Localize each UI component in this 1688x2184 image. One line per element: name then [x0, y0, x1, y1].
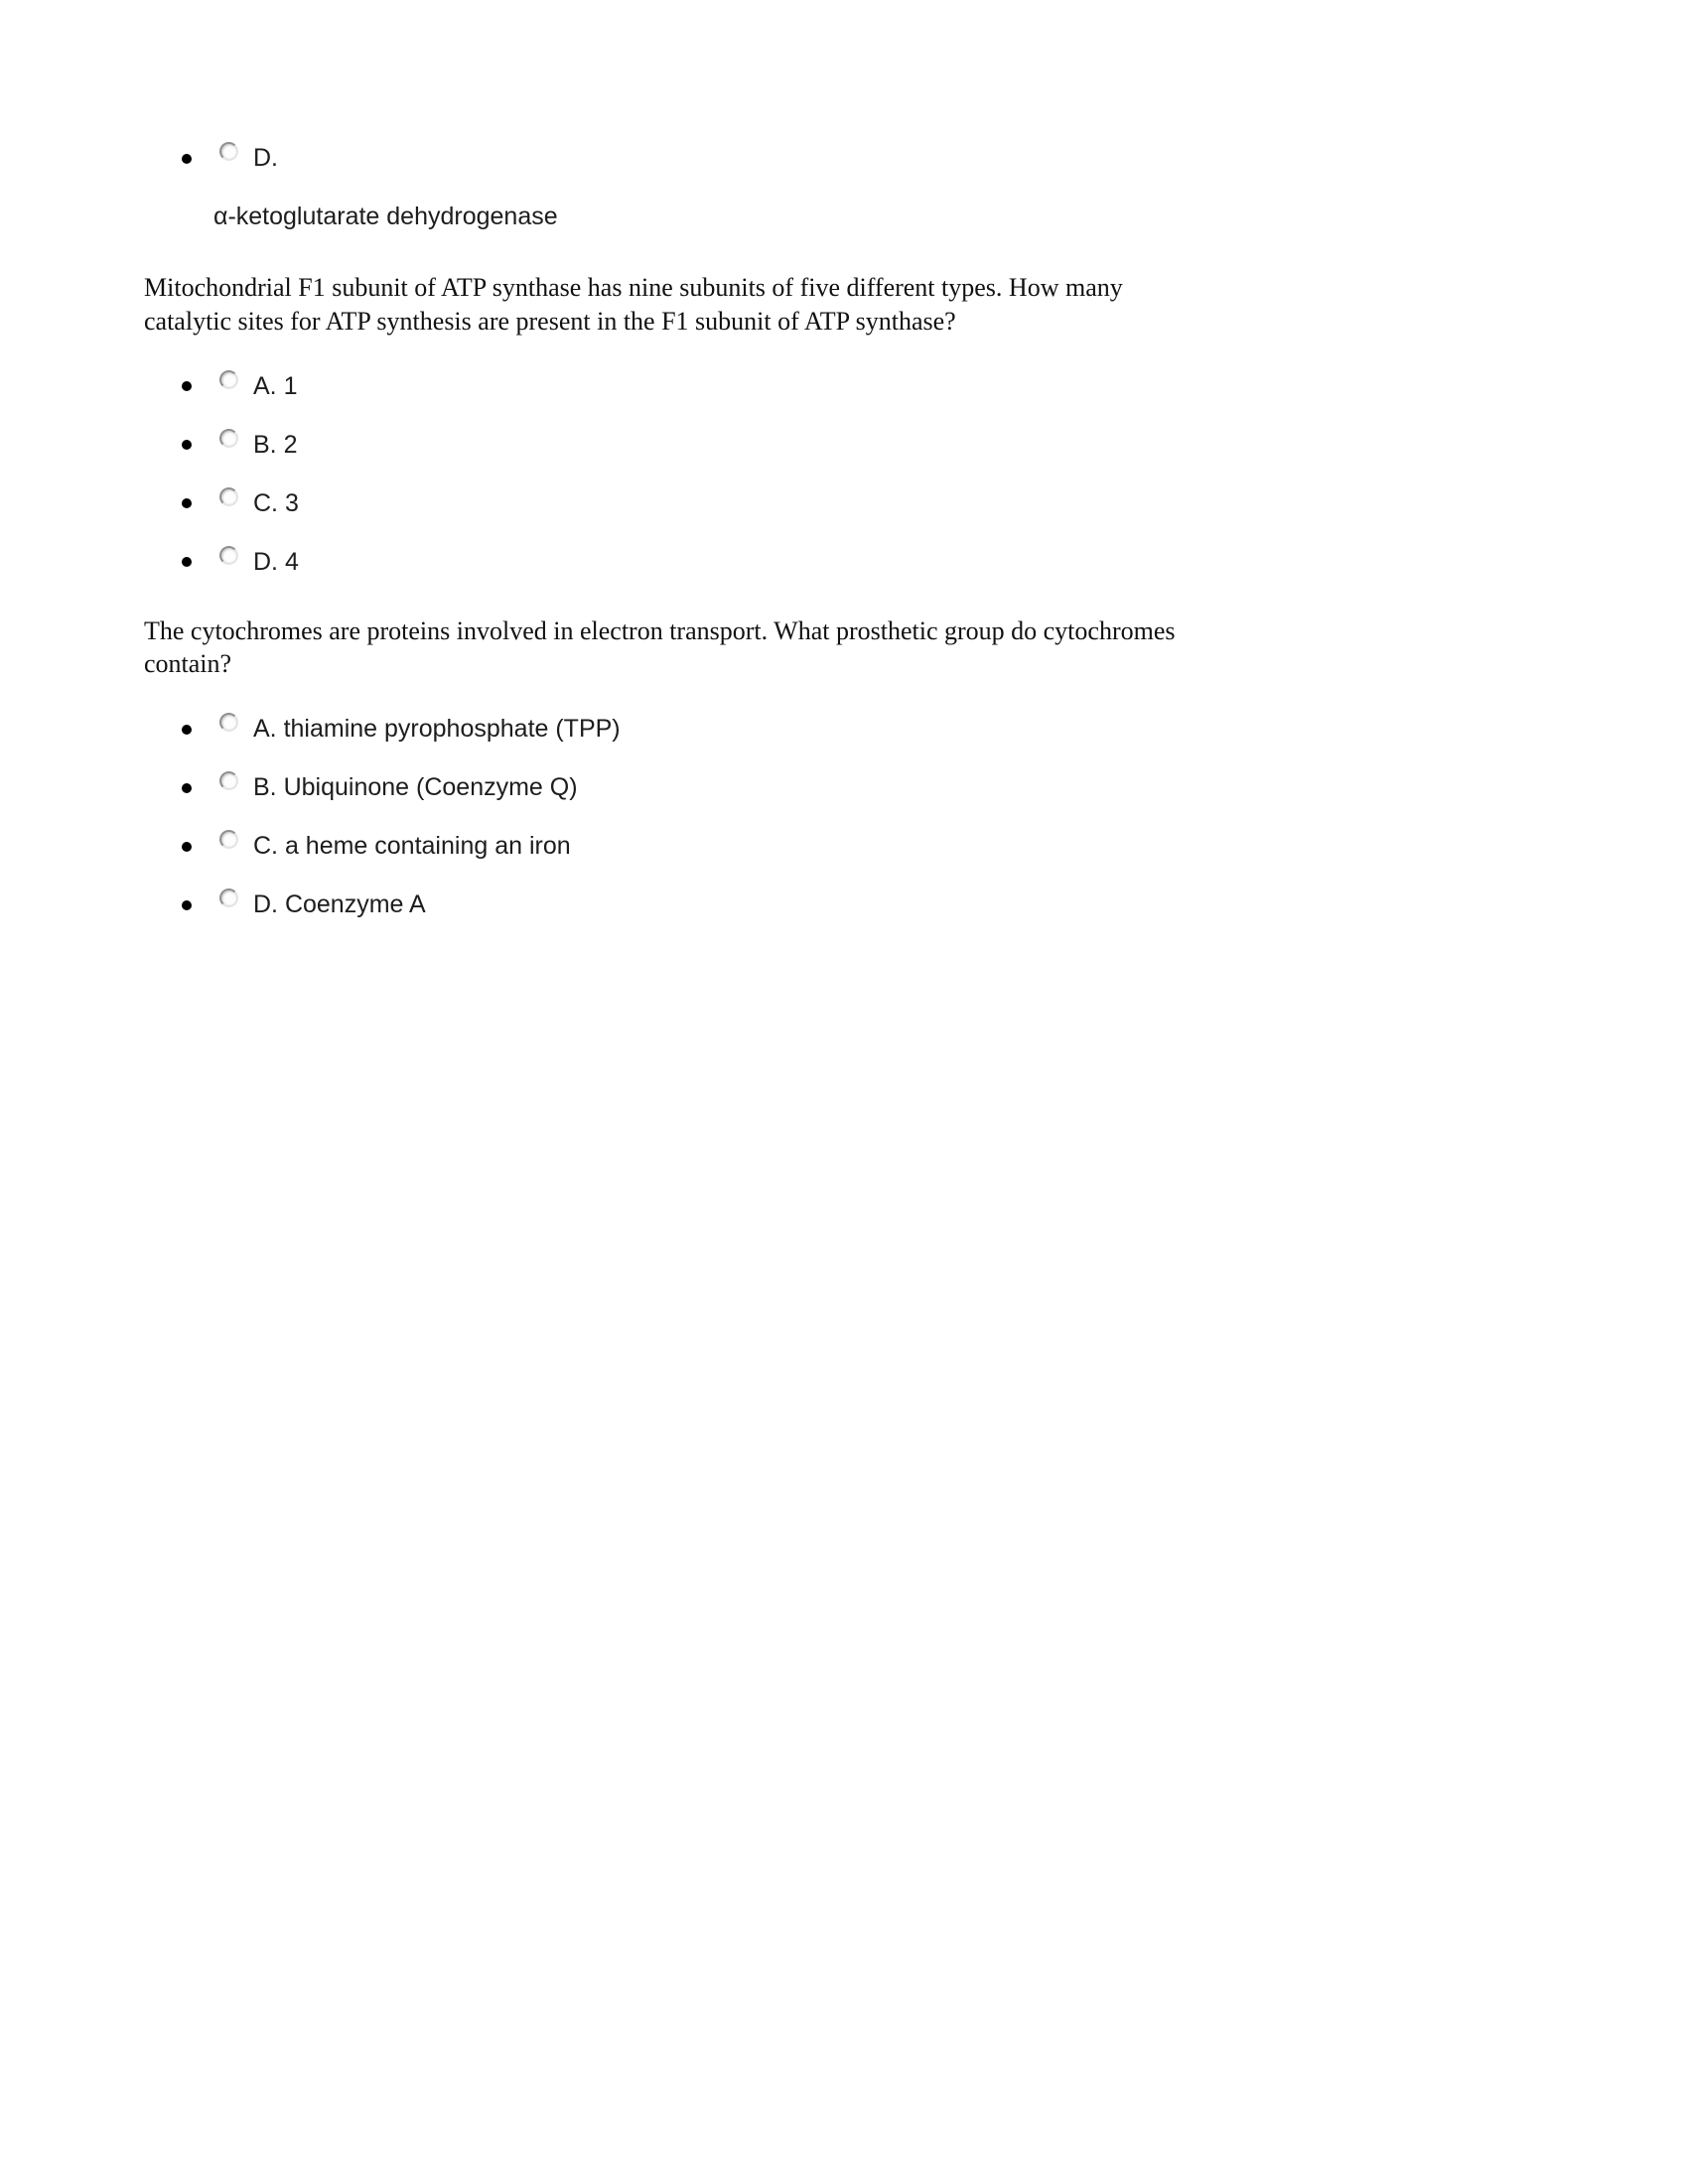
radio-button-q2-b[interactable]: [219, 771, 238, 790]
bullet-icon: [182, 440, 192, 450]
option-label: D.: [253, 144, 278, 172]
option-row-carryover-d: [144, 144, 1569, 173]
option-label: C. a heme containing an iron: [253, 832, 571, 861]
radio-button-q2-c[interactable]: [219, 830, 238, 849]
option-row-q2-b: [144, 773, 1569, 802]
bullet-icon: [182, 498, 192, 508]
carryover-option-list: [144, 144, 1569, 173]
bullet-icon: [182, 842, 192, 852]
option-label: B. 2: [253, 430, 298, 459]
option-row-q2-d: [144, 890, 1569, 919]
question-1-options: [144, 372, 1569, 577]
option-label: D. 4: [253, 547, 299, 576]
option-label: C. 3: [253, 488, 299, 517]
radio-button-q1-b[interactable]: [219, 429, 238, 448]
radio-button-q1-d[interactable]: [219, 546, 238, 565]
radio-button-q1-a[interactable]: [219, 370, 238, 389]
option-label: A. thiamine pyrophosphate (TPP): [253, 715, 621, 744]
bullet-icon: [182, 381, 192, 391]
option-row-q1-c: [144, 489, 1569, 518]
radio-button-q2-a[interactable]: [219, 713, 238, 732]
bullet-icon: [182, 783, 192, 793]
bullet-icon: [182, 900, 192, 910]
question-text-2: The cytochromes are proteins involved in electron transport. What prosthetic group do cytochromes contain?: [144, 615, 1176, 679]
option-description: α-ketoglutarate dehydrogenase: [213, 203, 558, 230]
option-label: A. 1: [253, 371, 298, 400]
radio-button-q2-d[interactable]: [219, 888, 238, 907]
option-row-q2-a: [144, 715, 1569, 744]
option-row-q2-c: [144, 832, 1569, 861]
bullet-icon: [182, 557, 192, 567]
radio-button-q1-c[interactable]: [219, 487, 238, 506]
bullet-icon: [182, 725, 192, 735]
radio-button-carryover-d[interactable]: [219, 142, 238, 161]
option-row-q1-b: [144, 431, 1569, 460]
spacer: [144, 607, 1569, 614]
option-row-q1-a: [144, 372, 1569, 401]
question-text-1: Mitochondrial F1 subunit of ATP synthase has nine subunits of five different types. How many catalytic sites for ATP synthesis are present in the F1 subunit of ATP synthase?: [144, 273, 1123, 336]
option-label: B. Ubiquinone (Coenzyme Q): [253, 773, 578, 802]
option-label: D. Coenzyme A: [253, 890, 426, 919]
question-2-options: [144, 715, 1569, 919]
bullet-icon: [182, 154, 192, 164]
option-row-q1-d: [144, 548, 1569, 577]
